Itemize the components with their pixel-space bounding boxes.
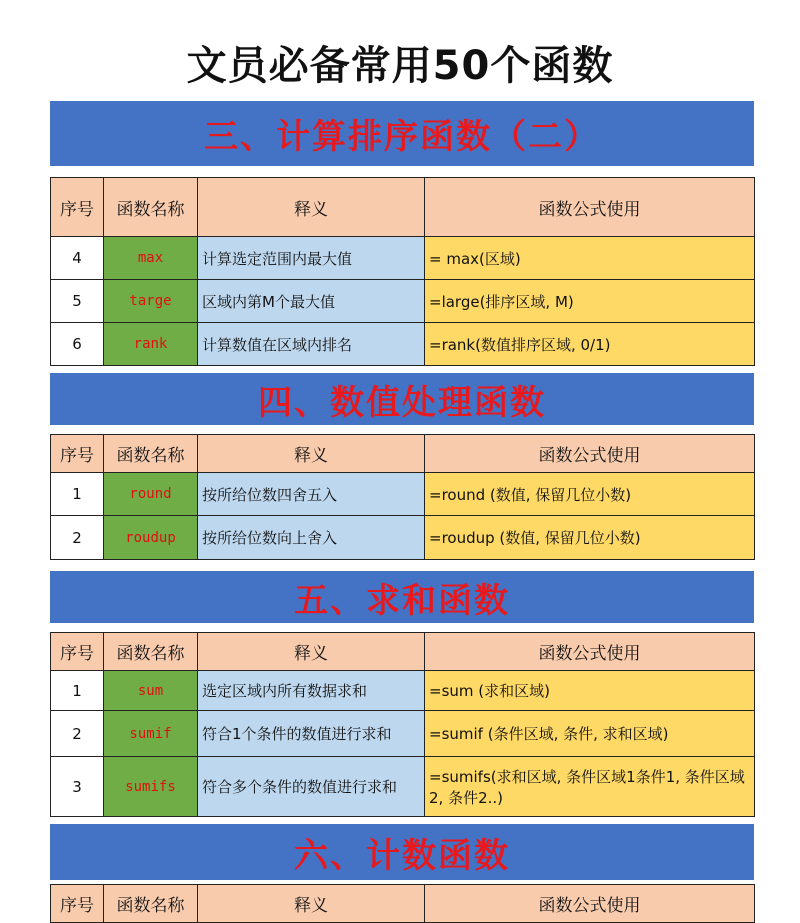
section-banner-count: 六、计数函数 [50,824,754,880]
row-no: 1 [51,671,104,711]
table-row [51,237,755,280]
header-desc: 释义 [198,435,425,473]
table-count-functions [50,884,755,923]
table-row [51,757,755,817]
table-header-row [51,435,755,473]
table-row [51,473,755,516]
header-desc: 释义 [198,178,425,237]
header-no: 序号 [51,885,104,923]
row-formula: =rank(数值排序区域, 0/1) [425,323,755,366]
header-name: 函数名称 [104,178,198,237]
table-sum-functions [50,632,755,817]
header-no: 序号 [51,435,104,473]
row-description: 按所给位数向上舍入 [198,516,425,560]
row-no: 5 [51,280,104,323]
row-formula: =roudup (数值, 保留几位小数) [425,516,755,560]
row-formula: =sumif (条件区域, 条件, 求和区域) [425,711,755,757]
row-description: 符合1个条件的数值进行求和 [198,711,425,757]
table-header-row [51,633,755,671]
header-name: 函数名称 [104,885,198,923]
header-formula: 函数公式使用 [425,885,755,923]
row-description: 区域内第M个最大值 [198,280,425,323]
table-ranking-functions [50,177,755,366]
header-formula: 函数公式使用 [425,435,755,473]
table-header-row [51,178,755,237]
header-desc: 释义 [198,885,425,923]
table-row [51,671,755,711]
section-banner-sum: 五、求和函数 [50,571,754,623]
row-no: 1 [51,473,104,516]
row-function-name: rank [104,323,198,366]
row-no: 4 [51,237,104,280]
row-formula: =sum (求和区域) [425,671,755,711]
row-description: 按所给位数四舍五入 [198,473,425,516]
section-banner-ranking: 三、计算排序函数（二） [50,101,754,166]
table-row [51,711,755,757]
row-function-name: max [104,237,198,280]
row-no: 2 [51,516,104,560]
row-description: 选定区域内所有数据求和 [198,671,425,711]
row-function-name: sumif [104,711,198,757]
row-function-name: round [104,473,198,516]
header-no: 序号 [51,633,104,671]
row-function-name: roudup [104,516,198,560]
row-formula: = max(区域) [425,237,755,280]
row-description: 计算选定范围内最大值 [198,237,425,280]
header-formula: 函数公式使用 [425,178,755,237]
row-function-name: sum [104,671,198,711]
row-description: 符合多个条件的数值进行求和 [198,757,425,817]
table-row [51,323,755,366]
row-function-name: sumifs [104,757,198,817]
row-function-name: targe [104,280,198,323]
table-header-row [51,885,755,923]
row-formula: =large(排序区域, M) [425,280,755,323]
row-description: 计算数值在区域内排名 [198,323,425,366]
section-banner-numeric: 四、数值处理函数 [50,373,754,425]
table-row [51,516,755,560]
table-row [51,280,755,323]
row-no: 2 [51,711,104,757]
row-no: 6 [51,323,104,366]
row-formula: =round (数值, 保留几位小数) [425,473,755,516]
table-numeric-functions [50,434,755,560]
header-desc: 释义 [198,633,425,671]
row-no: 3 [51,757,104,817]
header-name: 函数名称 [104,633,198,671]
row-formula: =sumifs(求和区域, 条件区域1条件1, 条件区域2, 条件2..) [425,757,755,817]
header-formula: 函数公式使用 [425,633,755,671]
header-no: 序号 [51,178,104,237]
header-name: 函数名称 [104,435,198,473]
page-title: 文员必备常用50个函数 [186,43,614,89]
